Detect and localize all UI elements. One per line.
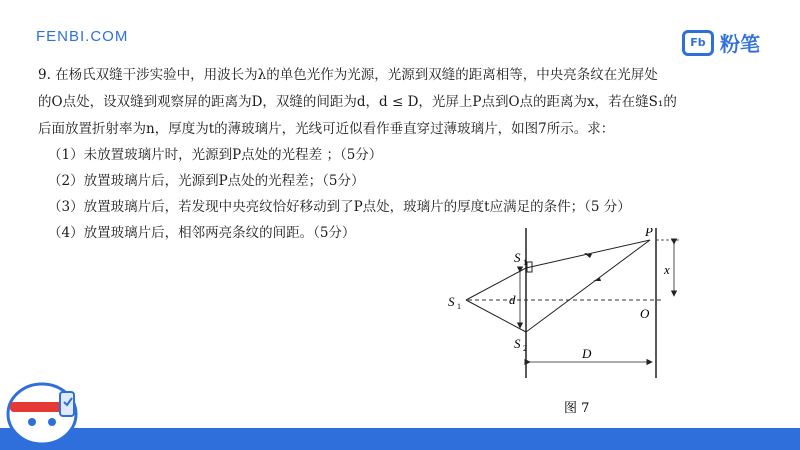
brand-logo	[682, 28, 760, 57]
label-x: x	[664, 262, 670, 277]
label-s2-sub: 2	[523, 344, 527, 353]
question-text	[38, 62, 768, 143]
question-line: 后面放置折射率为n，厚度为t的薄玻璃片，光线可近似看作垂直穿过薄玻璃片，如图7所示。求：	[38, 121, 615, 137]
sub-question-2: （2）放置玻璃片后，光源到P点处的光程差；（5分）	[48, 173, 365, 189]
label-D: D	[582, 346, 592, 361]
question-line: 9. 在杨氏双缝干涉实验中，用波长为λ的单色光作为光源，光源到双缝的距离相等，中央亮条纹在光屏处	[38, 67, 658, 83]
ray-s-s1	[466, 268, 526, 300]
brand-mark-icon: Fb	[682, 30, 714, 56]
figure-caption: 图 7	[564, 401, 590, 416]
label-p: P	[645, 228, 653, 239]
label-source-sub: 1	[457, 302, 461, 311]
brand-name: 粉笔	[720, 32, 760, 56]
ray-s-s2	[466, 300, 526, 332]
label-s2: S	[514, 336, 521, 351]
label-d: d	[509, 292, 516, 307]
mascot-icon	[2, 362, 94, 448]
label-source: S	[448, 294, 455, 309]
label-s1: S	[514, 250, 521, 265]
sub-question-3: （3）放置玻璃片后，若发现中央亮纹恰好移动到了P点处，玻璃片的厚度t应满足的条件；（5 分）	[48, 199, 631, 215]
sub-question-4: （4）放置玻璃片后，相邻两亮条纹的间距。（5分）	[48, 225, 356, 241]
bottom-bar	[0, 428, 800, 450]
question-line: 的O点处，设双缝到观察屏的距离为D，双缝的间距为d，d ≤ D，光屏上P点到O点的距离为x，若在缝S₁的	[38, 94, 677, 110]
site-name: FENBI.COM	[36, 28, 129, 45]
label-o: O	[640, 306, 650, 321]
ray-arrow-icon	[593, 278, 601, 281]
sub-question-1: （1）未放置玻璃片时，光源到P点处的光程差 ；（5分）	[48, 147, 383, 163]
double-slit-diagram	[440, 228, 680, 420]
label-s1-sub: 1	[523, 258, 527, 267]
